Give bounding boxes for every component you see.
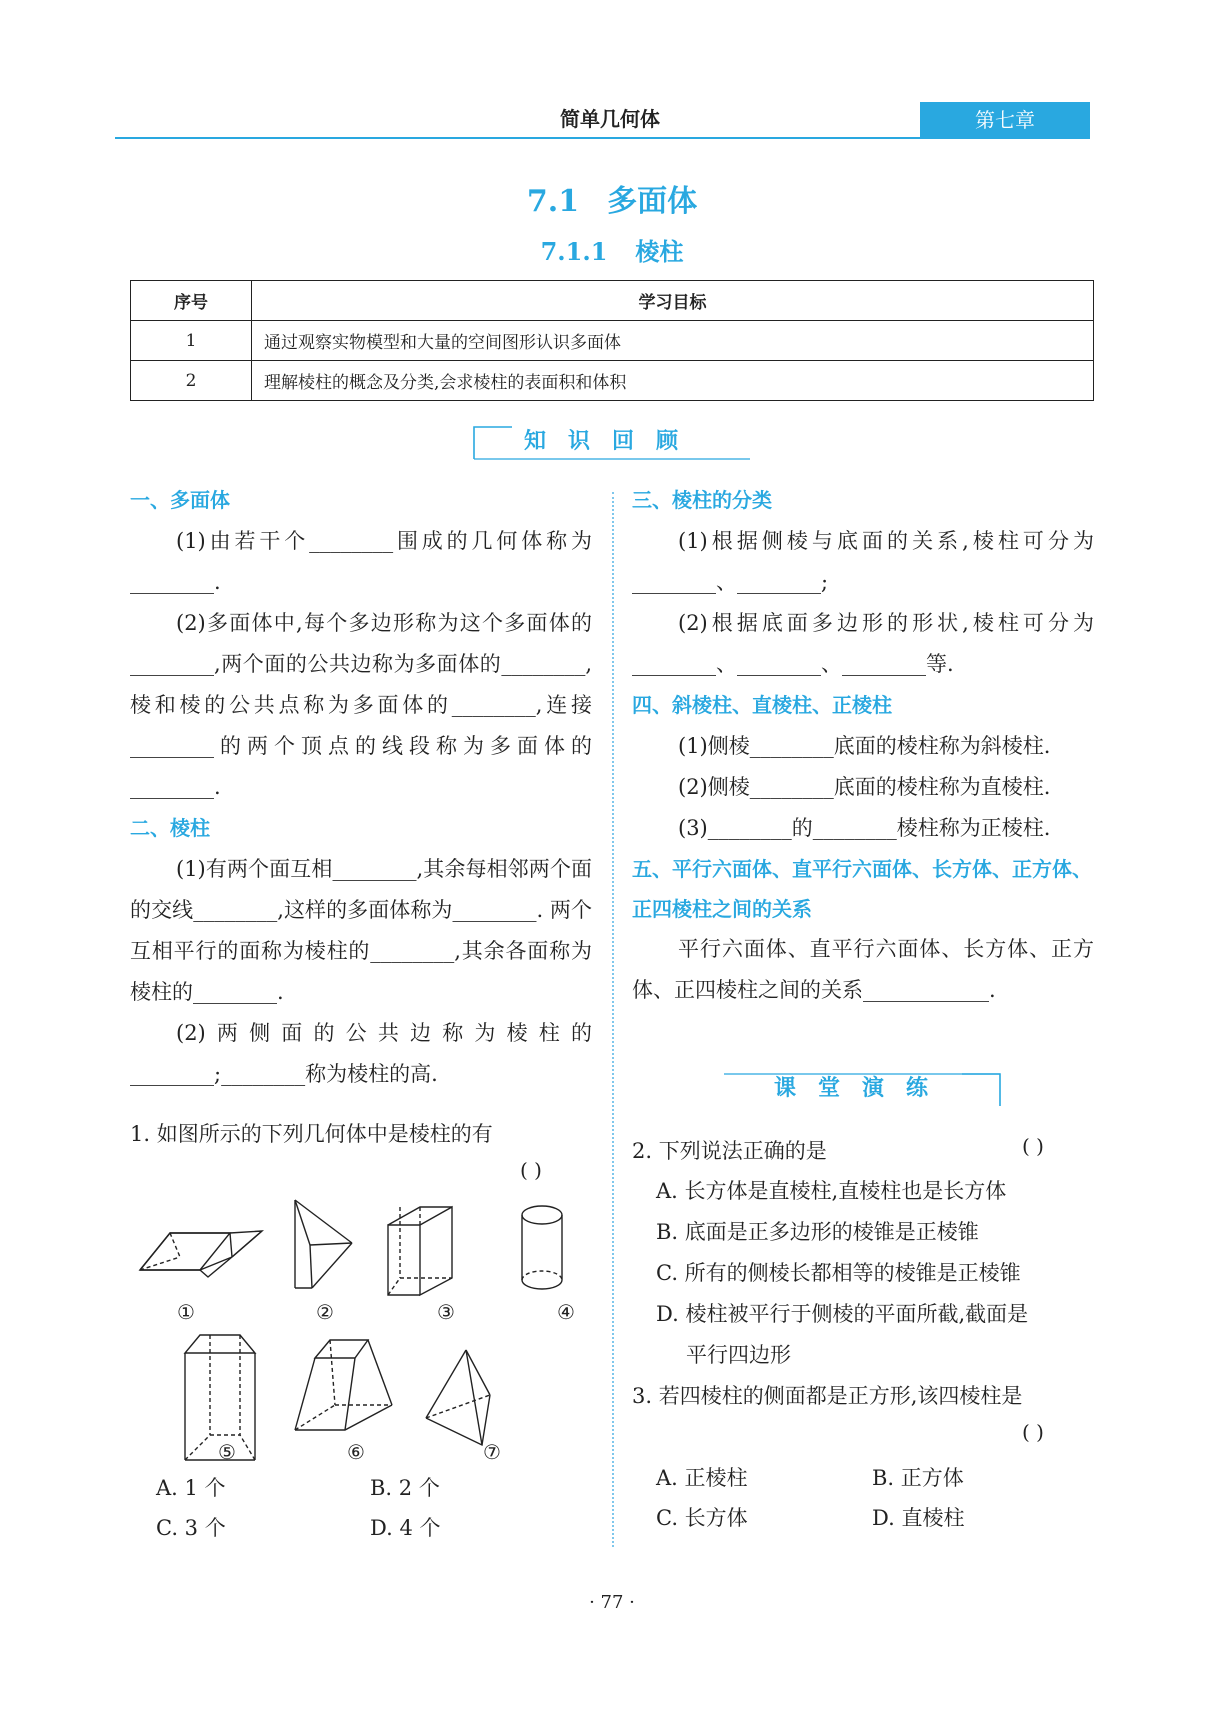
- figure-label: ④: [557, 1300, 575, 1324]
- option-d: D. 直棱柱: [872, 1506, 965, 1530]
- option-d: D. 棱柱被平行于侧棱的平面所截,截面是: [656, 1302, 1029, 1326]
- heading-prism-classification: 三、棱柱的分类: [632, 488, 772, 512]
- section-title: [0, 176, 1224, 220]
- option-a: A. 长方体是直棱柱,直棱柱也是长方体: [656, 1179, 1007, 1203]
- paragraph: (2)根据底面多边形的形状,棱柱可分为________、________、________等.: [632, 611, 1094, 676]
- option-b: B. 正方体: [872, 1466, 964, 1490]
- figure-label: ②: [316, 1300, 334, 1324]
- practice-banner-label: 课堂演练: [773, 1076, 950, 1101]
- figure-label: ⑥: [347, 1440, 365, 1464]
- subsection-name: 棱柱: [635, 237, 684, 266]
- table-cell-goal: 通过观察实物模型和大量的空间图形认识多面体: [252, 321, 1094, 361]
- paragraph: (1)侧棱________底面的棱柱称为斜棱柱.: [678, 734, 1051, 758]
- paragraph: (1)有两个面互相________,其余每相邻两个面的交线________,这样的多面体称为________. 两个互相平行的面称为棱柱的________,其余各面称为棱柱的________.: [130, 857, 592, 1004]
- chapter-tab: 第七章: [920, 102, 1090, 138]
- answer-paren: ( ): [520, 1158, 542, 1182]
- question-1-stem: 1. 如图所示的下列几何体中是棱柱的有: [130, 1122, 493, 1146]
- option-b: B. 2 个: [370, 1476, 440, 1500]
- figure-7-pyramid: [426, 1350, 490, 1445]
- paragraph: 平行六面体、直平行六面体、长方体、正方体、正四棱柱之间的关系____________.: [632, 937, 1094, 1002]
- table-header-goal: 学习目标: [252, 281, 1094, 321]
- option-a: A. 1 个: [156, 1476, 226, 1500]
- review-banner: [472, 425, 752, 459]
- running-header-title: 简单几何体: [560, 107, 660, 131]
- paragraph: (2)侧棱________底面的棱柱称为直棱柱.: [678, 775, 1051, 799]
- answer-paren: ( ): [1022, 1420, 1044, 1444]
- heading-polyhedron: 一、多面体: [130, 488, 230, 512]
- table-header-num: 序号: [131, 281, 252, 321]
- table-cell-num: 2: [131, 361, 252, 401]
- figure-4-cylinder: [522, 1206, 562, 1289]
- figure-label: ③: [437, 1300, 455, 1324]
- option-d: D. 4 个: [370, 1516, 441, 1540]
- paragraph: (1)由若干个________围成的几何体称为________.: [130, 529, 592, 594]
- right-column: [632, 480, 1094, 1011]
- solid-figures: [130, 1195, 600, 1475]
- option-c: C. 所有的侧棱长都相等的棱锥是正棱锥: [656, 1261, 1021, 1285]
- heading-prism: 二、棱柱: [130, 816, 210, 840]
- review-banner-label: 知识回顾: [523, 429, 700, 454]
- question-2-stem: 2. 下列说法正确的是: [632, 1139, 827, 1163]
- paragraph: (2)两侧面的公共边称为棱柱的________;________称为棱柱的高.: [130, 1021, 592, 1086]
- table-row: [131, 321, 1094, 361]
- header-rule: [115, 137, 1090, 139]
- table-cell-num: 1: [131, 321, 252, 361]
- subsection-title: [0, 232, 1224, 267]
- option-c: C. 长方体: [656, 1506, 748, 1530]
- option-c: C. 3 个: [156, 1516, 226, 1540]
- subsection-number: 7.1.1: [540, 237, 608, 266]
- figure-label: ⑦: [483, 1440, 501, 1464]
- table-header-row: [131, 281, 1094, 321]
- page-number: · 77 ·: [589, 1592, 635, 1613]
- section-name: 多面体: [607, 184, 698, 219]
- option-d-continuation: 平行四边形: [686, 1343, 791, 1367]
- question-3-stem: 3. 若四棱柱的侧面都是正方形,该四棱柱是: [632, 1384, 1023, 1408]
- heading-prism-types: 四、斜棱柱、直棱柱、正棱柱: [632, 693, 892, 717]
- heading-relations: 五、平行六面体、直平行六面体、长方体、正方体、正四棱柱之间的关系: [632, 857, 1092, 921]
- answer-paren: ( ): [1022, 1134, 1044, 1158]
- figure-3-cuboid: [388, 1207, 452, 1295]
- paragraph: (2)多面体中,每个多边形称为这个多面体的________,两个面的公共边称为多面体的________,棱和棱的公共点称为多面体的________,连接________的两个顶点的线段称为多面体的________.: [130, 611, 592, 799]
- figure-1-prism: [140, 1231, 262, 1277]
- left-column: [130, 480, 592, 1095]
- table-cell-goal: 理解棱柱的概念及分类,会求棱柱的表面积和体积: [252, 361, 1094, 401]
- paragraph: (1)根据侧棱与底面的关系,棱柱可分为________、________;: [632, 529, 1094, 594]
- option-b: B. 底面是正多边形的棱锥是正棱锥: [656, 1220, 979, 1244]
- practice-banner: [722, 1072, 1002, 1106]
- figure-6-frustum: [295, 1340, 392, 1430]
- table-row: [131, 361, 1094, 401]
- figure-label: ①: [177, 1300, 195, 1324]
- column-divider: [612, 492, 614, 1547]
- figure-label: ⑤: [218, 1440, 236, 1464]
- paragraph: (3)________的________棱柱称为正棱柱.: [678, 816, 1051, 840]
- learning-goals-table: [130, 280, 1094, 401]
- section-number: 7.1: [526, 184, 580, 219]
- option-a: A. 正棱柱: [656, 1466, 748, 1490]
- figure-2-solid: [295, 1200, 352, 1288]
